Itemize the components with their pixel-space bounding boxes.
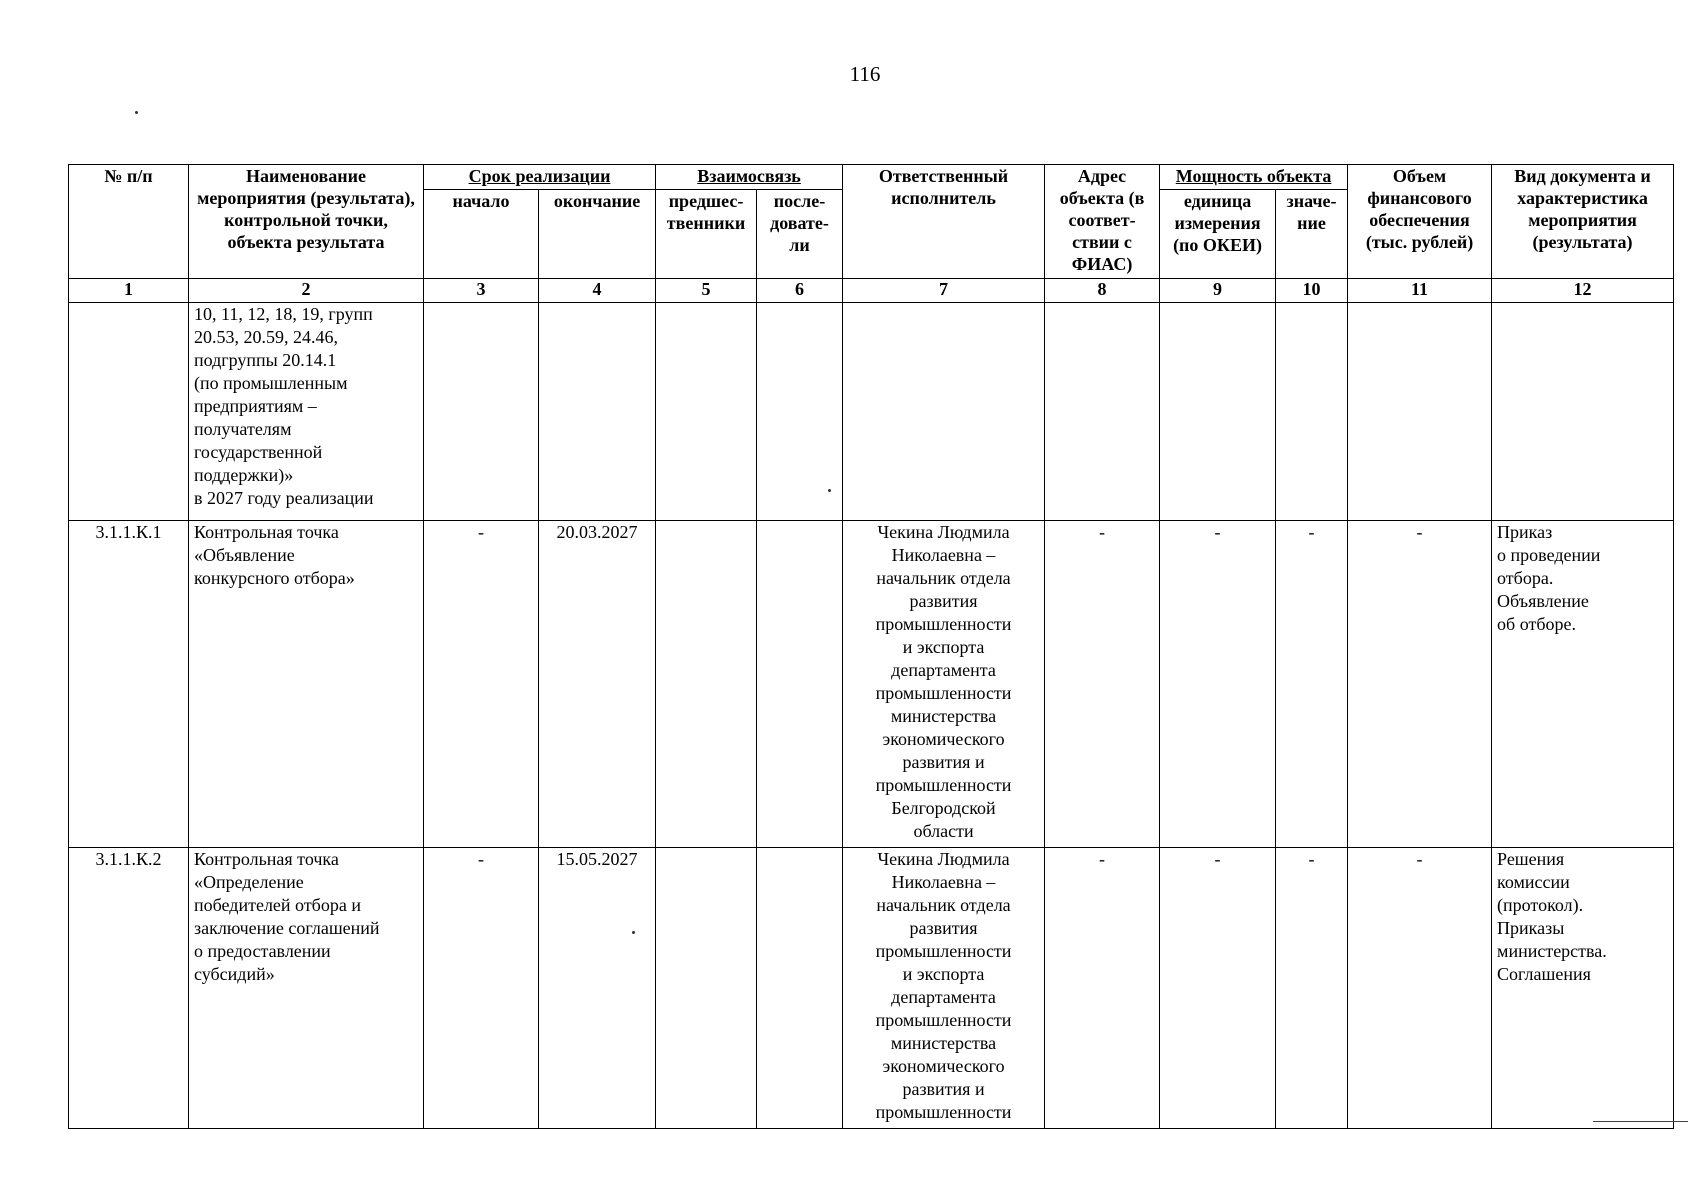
scan-speck bbox=[632, 931, 635, 934]
header-power-value: значе-ние bbox=[1276, 190, 1348, 279]
row-end: 20.03.2027 bbox=[539, 520, 656, 847]
column-number: 7 bbox=[843, 279, 1045, 303]
column-number: 3 bbox=[424, 279, 539, 303]
row-next bbox=[757, 520, 843, 847]
row-responsible-line: промышленности bbox=[875, 1101, 1012, 1122]
row-name-line: 10, 11, 12, 18, 19, групп bbox=[194, 304, 373, 324]
row-address bbox=[1045, 303, 1160, 521]
row-responsible-line: Николаевна – bbox=[891, 544, 996, 565]
column-number: 5 bbox=[656, 279, 757, 303]
row-number bbox=[69, 303, 189, 521]
row-doc-line: Приказ bbox=[1497, 521, 1553, 542]
header-term-end: окончание bbox=[539, 190, 656, 279]
header-power-group: Мощность объекта bbox=[1160, 165, 1348, 190]
row-responsible-line: начальник отдела bbox=[876, 894, 1011, 915]
header-link-group: Взаимосвязь bbox=[656, 165, 843, 190]
column-number: 1 bbox=[69, 279, 189, 303]
row-finance: - bbox=[1348, 520, 1492, 847]
row-end: 15.05.2027 bbox=[539, 847, 656, 1128]
row-finance bbox=[1348, 303, 1492, 521]
row-name-line: конкурсного отбора» bbox=[194, 567, 355, 588]
row-next bbox=[757, 847, 843, 1128]
row-name-line: «Объявление bbox=[194, 544, 295, 565]
column-number: 12 bbox=[1492, 279, 1674, 303]
header-term-start: начало bbox=[424, 190, 539, 279]
column-number: 6 bbox=[757, 279, 843, 303]
header-name: Наименование мероприятия (результата), контрольной точки, объекта результата bbox=[189, 165, 424, 279]
header-num: № п/п bbox=[69, 165, 189, 279]
row-start: - bbox=[424, 847, 539, 1128]
row-name-line: подгруппы 20.14.1 bbox=[194, 350, 337, 370]
row-name bbox=[189, 303, 424, 521]
row-name-line: предприятиям – bbox=[194, 396, 317, 416]
row-responsible-line: и экспорта bbox=[902, 636, 985, 657]
row-name-line: (по промышленным bbox=[194, 373, 348, 393]
row-responsible-line: Чекина Людмила bbox=[877, 848, 1010, 869]
row-value: - bbox=[1276, 847, 1348, 1128]
row-responsible-line: Белгородской bbox=[891, 797, 996, 818]
row-responsible-line: промышленности bbox=[875, 682, 1012, 703]
row-name bbox=[189, 847, 424, 1128]
table-row bbox=[69, 520, 1674, 847]
header-power-unit: единица измерения (по ОКЕИ) bbox=[1160, 190, 1276, 279]
row-doc-line: Приказы bbox=[1497, 917, 1565, 938]
row-name-line: заключение соглашений bbox=[194, 917, 380, 938]
header-term-group: Срок реализации bbox=[424, 165, 656, 190]
header-doc-type: Вид документа и характеристика мероприятия (результата) bbox=[1492, 165, 1674, 279]
row-doc-line: министерства. bbox=[1497, 940, 1607, 961]
row-responsible-line: департамента bbox=[891, 986, 996, 1007]
row-responsible-line: развития bbox=[909, 917, 978, 938]
row-doc bbox=[1492, 520, 1674, 847]
column-number: 9 bbox=[1160, 279, 1276, 303]
footer-rule bbox=[1593, 1121, 1688, 1122]
row-name-line: государственной bbox=[194, 442, 323, 462]
row-number: 3.1.1.К.2 bbox=[69, 847, 189, 1128]
row-responsible-line: экономического bbox=[882, 728, 1005, 749]
scan-speck bbox=[828, 489, 831, 492]
table-row bbox=[69, 303, 1674, 521]
row-responsible-line: начальник отдела bbox=[876, 567, 1011, 588]
header-responsible: Ответственный исполнитель bbox=[843, 165, 1045, 279]
row-name bbox=[189, 520, 424, 847]
row-value bbox=[1276, 303, 1348, 521]
row-number: 3.1.1.К.1 bbox=[69, 520, 189, 847]
row-doc-line: (протокол). bbox=[1497, 894, 1584, 915]
row-doc-line: Объявление bbox=[1497, 590, 1589, 611]
row-responsible-line: промышленности bbox=[875, 613, 1012, 634]
page-number: 116 bbox=[849, 62, 881, 86]
row-doc-line: об отборе. bbox=[1497, 613, 1576, 634]
row-prev bbox=[656, 520, 757, 847]
row-name-line: «Определение bbox=[194, 871, 304, 892]
row-name-line: 20.53, 20.59, 24.46, bbox=[194, 327, 338, 347]
row-responsible-line: развития и bbox=[902, 751, 985, 772]
row-doc bbox=[1492, 303, 1674, 521]
row-name-line: Контрольная точка bbox=[194, 848, 339, 869]
row-unit: - bbox=[1160, 520, 1276, 847]
row-responsible bbox=[843, 847, 1045, 1128]
row-responsible-line: промышленности bbox=[875, 940, 1012, 961]
table-row bbox=[69, 847, 1674, 1128]
row-next bbox=[757, 303, 843, 521]
row-start: - bbox=[424, 520, 539, 847]
row-doc-line: отбора. bbox=[1497, 567, 1554, 588]
column-number: 10 bbox=[1276, 279, 1348, 303]
header-link-next: после-довате-ли bbox=[757, 190, 843, 279]
column-number: 8 bbox=[1045, 279, 1160, 303]
column-number: 4 bbox=[539, 279, 656, 303]
row-responsible-line: и экспорта bbox=[902, 963, 985, 984]
row-responsible-line: Чекина Людмила bbox=[877, 521, 1010, 542]
row-responsible-line: министерства bbox=[890, 1032, 997, 1053]
row-doc bbox=[1492, 847, 1674, 1128]
row-responsible-line: Николаевна – bbox=[891, 871, 996, 892]
row-prev bbox=[656, 847, 757, 1128]
row-responsible-line: развития bbox=[909, 590, 978, 611]
row-name-line: субсидий» bbox=[194, 963, 275, 984]
row-prev bbox=[656, 303, 757, 521]
row-value: - bbox=[1276, 520, 1348, 847]
header-finance: Объем финансового обеспечения (тыс. рублей) bbox=[1348, 165, 1492, 279]
row-responsible-line: экономического bbox=[882, 1055, 1005, 1076]
row-start bbox=[424, 303, 539, 521]
scan-speck bbox=[135, 111, 138, 114]
row-name-line: о предоставлении bbox=[194, 940, 331, 961]
row-name-line: Контрольная точка bbox=[194, 521, 339, 542]
row-responsible-line: департамента bbox=[891, 659, 996, 680]
column-number: 11 bbox=[1348, 279, 1492, 303]
row-doc-line: Решения bbox=[1497, 848, 1565, 869]
row-responsible bbox=[843, 520, 1045, 847]
row-unit: - bbox=[1160, 847, 1276, 1128]
row-responsible-line: промышленности bbox=[875, 774, 1012, 795]
row-address: - bbox=[1045, 847, 1160, 1128]
row-name-line: получателям bbox=[194, 419, 292, 439]
row-end bbox=[539, 303, 656, 521]
row-responsible-line: промышленности bbox=[875, 1009, 1012, 1030]
implementation-plan-table bbox=[68, 164, 1674, 1129]
row-name-line: победителей отбора и bbox=[194, 894, 361, 915]
row-responsible-line: области bbox=[913, 820, 974, 841]
row-name-line: поддержки)» bbox=[194, 465, 294, 485]
header-address: Адрес объекта (в соответ-ствии с ФИАС) bbox=[1045, 165, 1160, 279]
row-unit bbox=[1160, 303, 1276, 521]
row-responsible-line: развития и bbox=[902, 1078, 985, 1099]
row-address: - bbox=[1045, 520, 1160, 847]
row-responsible-line: министерства bbox=[890, 705, 997, 726]
column-number: 2 bbox=[189, 279, 424, 303]
row-doc-line: комиссии bbox=[1497, 871, 1570, 892]
row-name-line: в 2027 году реализации bbox=[194, 488, 374, 508]
row-responsible bbox=[843, 303, 1045, 521]
row-finance: - bbox=[1348, 847, 1492, 1128]
row-doc-line: Соглашения bbox=[1497, 963, 1591, 984]
row-doc-line: о проведении bbox=[1497, 544, 1601, 565]
header-link-prev: предшес-твенники bbox=[656, 190, 757, 279]
